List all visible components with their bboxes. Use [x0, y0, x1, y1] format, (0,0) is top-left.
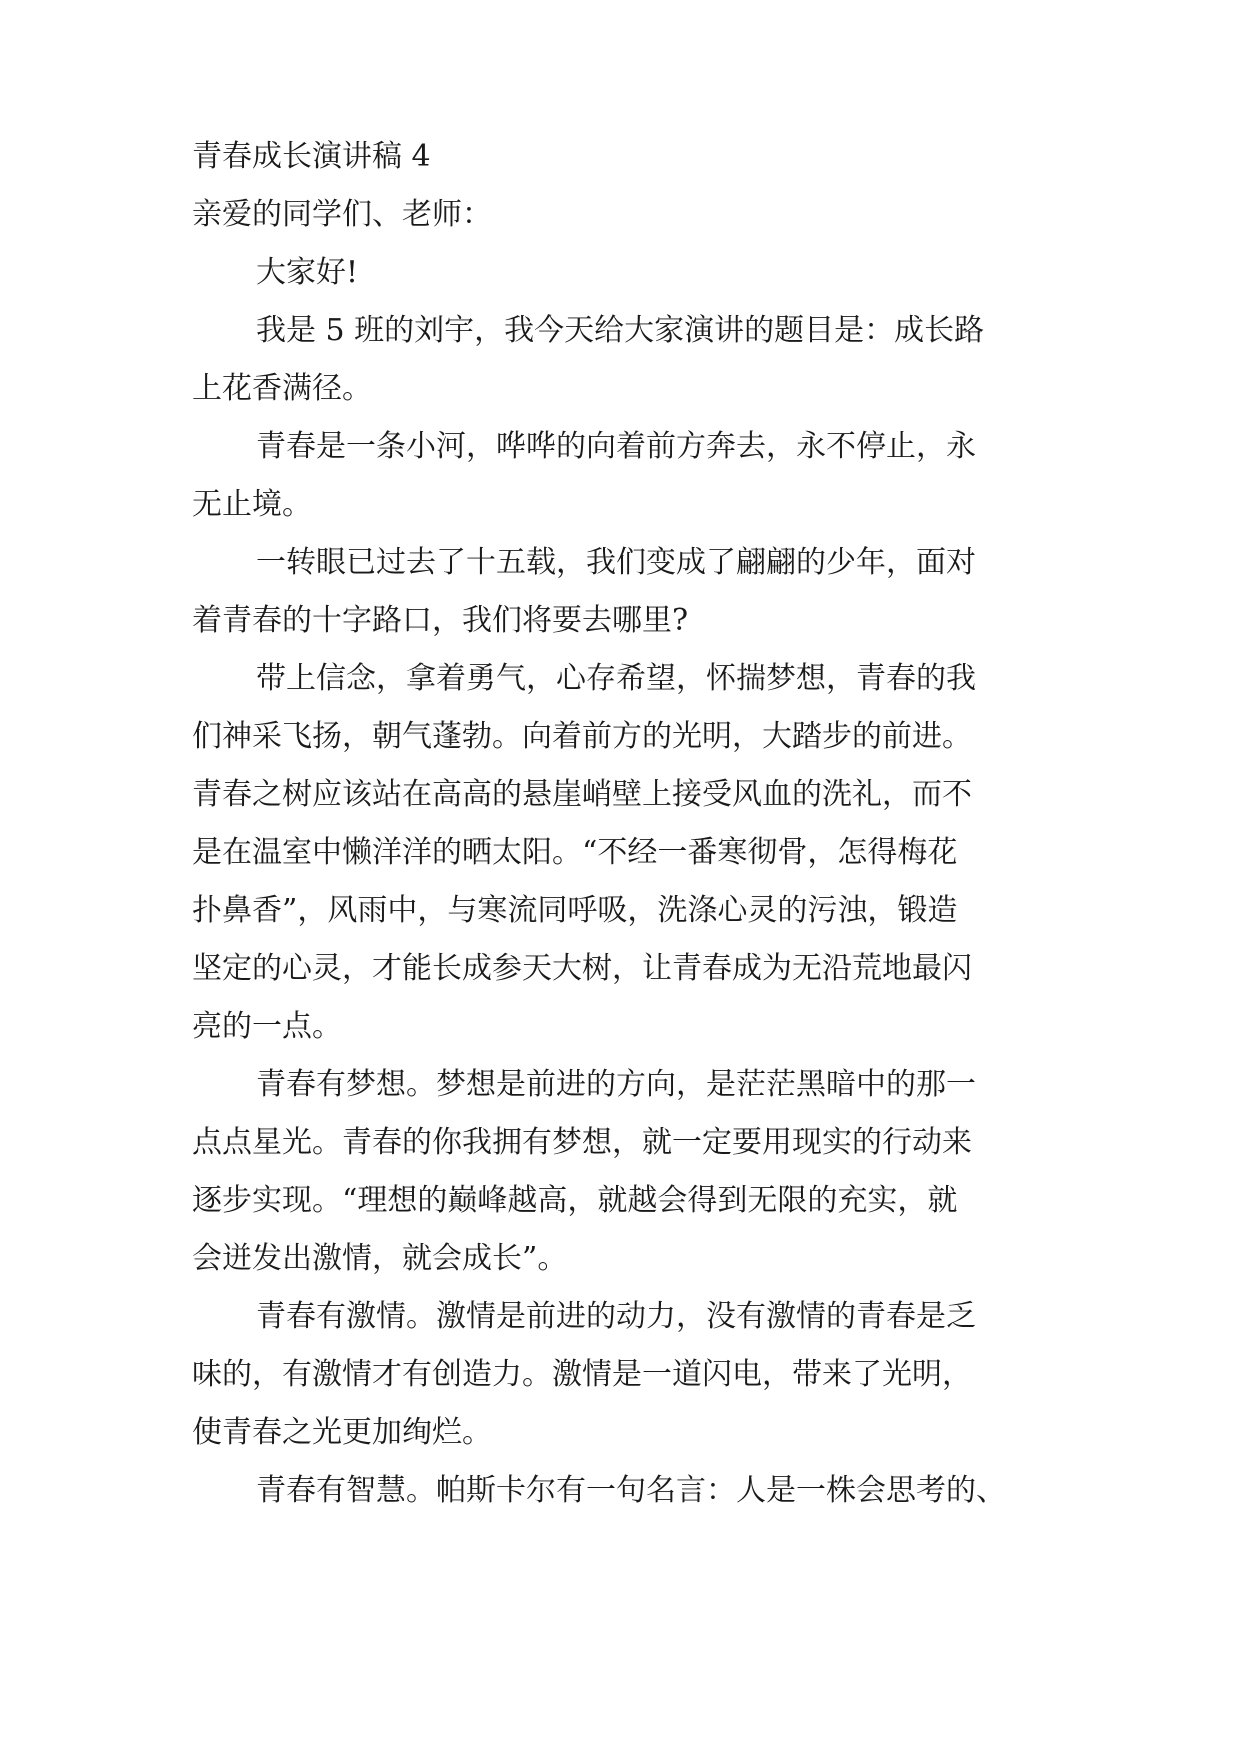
paragraph-line: 青春是一条小河，哗哗的向着前方奔去，永不停止，永 [256, 429, 976, 464]
paragraph-line: 上花香满径。 [192, 371, 372, 406]
paragraph-line: 亮的一点。 [192, 1009, 342, 1044]
paragraph-line: 一转眼已过去了十五载，我们变成了翩翩的少年，面对 [256, 545, 976, 580]
paragraph-line: 逐步实现。“理想的巅峰越高，就越会得到无限的充实，就 [192, 1183, 958, 1218]
document-title: 青春成长演讲稿 4 [192, 139, 431, 174]
paragraph-line: 青春有激情。激情是前进的动力，没有激情的青春是乏 [256, 1299, 976, 1334]
paragraph-line: 亲爱的同学们、老师： [192, 197, 492, 232]
paragraph-line: 坚定的心灵，才能长成参天大树，让青春成为无沿荒地最闪 [192, 951, 972, 986]
paragraph-line: 使青春之光更加绚烂。 [192, 1415, 492, 1450]
paragraph-line: 会迸发出激情，就会成长”。 [192, 1241, 568, 1276]
document-body [192, 128, 1052, 1520]
paragraph-line: 们神采飞扬，朝气蓬勃。向着前方的光明，大踏步的前进。 [192, 719, 972, 754]
paragraph-line: 是在温室中懒洋洋的晒太阳。“不经一番寒彻骨，怎得梅花 [192, 835, 958, 870]
paragraph-line: 大家好! [256, 255, 359, 290]
paragraph-line: 青春有智慧。帕斯卡尔有一句名言：人是一株会思考的、 [256, 1473, 1006, 1508]
paragraph-line: 我是 5 班的刘宇，我今天给大家演讲的题目是：成长路 [256, 313, 985, 348]
paragraph-line: 着青春的十字路口，我们将要去哪里? [192, 603, 689, 638]
paragraph-line: 点点星光。青春的你我拥有梦想，就一定要用现实的行动来 [192, 1125, 972, 1160]
paragraph-line: 带上信念，拿着勇气，心存希望，怀揣梦想，青春的我 [256, 661, 976, 696]
paragraph-line: 青春有梦想。梦想是前进的方向，是茫茫黑暗中的那一 [256, 1067, 976, 1102]
paragraph-line: 无止境。 [192, 487, 312, 522]
paragraph-line: 扑鼻香”，风雨中，与寒流同呼吸，洗涤心灵的污浊，锻造 [192, 893, 958, 928]
paragraph-line: 味的，有激情才有创造力。激情是一道闪电，带来了光明， [192, 1357, 972, 1392]
paragraph-line: 青春之树应该站在高高的悬崖峭壁上接受风血的洗礼，而不 [192, 777, 972, 812]
